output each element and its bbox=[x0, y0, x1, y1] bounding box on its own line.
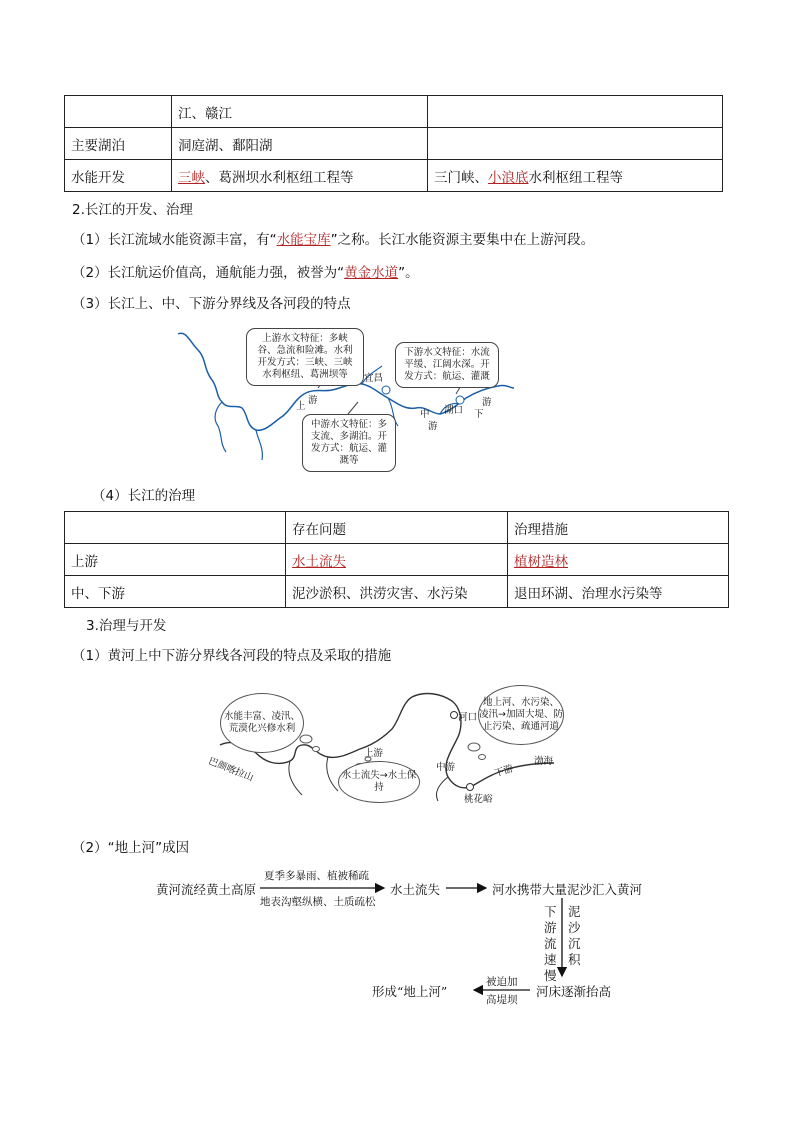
table-header bbox=[65, 512, 286, 544]
map-label-you: 游 bbox=[482, 397, 492, 408]
answer-underline: 三峡 bbox=[178, 169, 205, 186]
table-cell: 水能开发 bbox=[65, 160, 172, 192]
answer-underline: 水能宝库 bbox=[276, 232, 331, 248]
upper-reach-callout: 上游水文特征：多峡谷、急流和险滩。水利开发方式：三峡、三峡水利枢纽、葛洲坝等 bbox=[246, 328, 364, 386]
map-label-hekou: 河口 bbox=[458, 712, 478, 723]
map-label-xia: 下 bbox=[474, 409, 484, 420]
paragraph: （3）长江上、中、下游分界线及各河段的特点 bbox=[72, 296, 351, 312]
table-cell: 洞庭湖、鄱阳湖 bbox=[172, 128, 428, 160]
table-cell bbox=[428, 160, 723, 192]
paragraph bbox=[72, 231, 594, 249]
table-row bbox=[65, 160, 723, 192]
cell-text: 水利枢纽工程等 bbox=[528, 169, 623, 186]
upper-reach-cloud: 水能丰富、凌汛、荒漠化兴修水利 bbox=[220, 693, 304, 753]
answer-underline: 植树造林 bbox=[514, 553, 568, 570]
middle-reach-cloud: 水土流失→水土保持 bbox=[338, 761, 420, 803]
flow-node: 水土流失 bbox=[390, 882, 441, 897]
table-cell bbox=[428, 128, 723, 160]
water-resources-table bbox=[64, 95, 723, 192]
table-row bbox=[65, 576, 729, 608]
lower-reach-cloud: 地上河、水污染、凌汛→加固大堤、防止污染、疏通河道 bbox=[478, 685, 564, 745]
flow-label: 被迫加 bbox=[486, 976, 518, 988]
table-cell: 上游 bbox=[65, 544, 286, 576]
map-label-shang: 上 bbox=[296, 401, 306, 412]
text: （1）长江流域水能资源丰富，有“ bbox=[72, 232, 277, 248]
flow-label: 高堤坝 bbox=[486, 994, 518, 1006]
map-label-you: 游 bbox=[308, 395, 318, 406]
map-label-hukou: 湖口 bbox=[444, 405, 464, 416]
flow-node: 河床逐渐抬高 bbox=[536, 984, 612, 999]
text: ”之称。长江水能资源主要集中在上游河段。 bbox=[330, 232, 595, 248]
cell-text: 、葛洲坝水利枢纽工程等 bbox=[205, 169, 354, 186]
cloud-text: 水土流失 bbox=[341, 770, 380, 781]
map-label-zhong: 中 bbox=[420, 409, 430, 420]
table-row bbox=[65, 96, 723, 128]
text: （2）长江航运价值高，通航能力强，被誉为“ bbox=[72, 265, 345, 281]
table-header-row bbox=[65, 512, 729, 544]
map-label-bohai: 渤海 bbox=[534, 756, 554, 767]
text: ”。 bbox=[398, 265, 419, 281]
table-cell bbox=[428, 96, 723, 128]
lower-reach-callout: 下游水文特征：水流平缓、江阔水深。开发方式：航运、灌溉 bbox=[395, 342, 499, 388]
flow-label-vertical: 下游流速慢 bbox=[544, 904, 557, 983]
flowchart bbox=[150, 862, 670, 1012]
paragraph: （2）“地上河”成因 bbox=[72, 840, 190, 856]
table-cell bbox=[508, 544, 729, 576]
section-heading: 3.治理与开发 bbox=[86, 618, 167, 634]
table-cell bbox=[172, 160, 428, 192]
table-cell: 江、赣江 bbox=[172, 96, 428, 128]
cloud-text: 加固大堤、防止污染、疏通河道 bbox=[482, 709, 563, 732]
table-header: 治理措施 bbox=[508, 512, 729, 544]
yangtze-river-map bbox=[176, 322, 516, 468]
table-cell: 中、下游 bbox=[65, 576, 286, 608]
map-label-lower: 下游 bbox=[493, 763, 515, 780]
answer-underline: 水土流失 bbox=[292, 553, 346, 570]
answer-underline: 小浪底 bbox=[488, 169, 529, 186]
cloud-text: 地上河、水污染、凌汛 bbox=[479, 697, 559, 720]
map-label-mountain: 巴颜喀拉山 bbox=[206, 755, 255, 784]
yangtze-governance-table bbox=[64, 511, 729, 608]
map-label-yichang: 宜昌 bbox=[364, 373, 384, 384]
flow-node: 河水携带大量泥沙汇入黄河 bbox=[492, 882, 643, 897]
map-label-you: 游 bbox=[428, 421, 438, 432]
flow-label: 夏季多暴雨、植被稀疏 bbox=[264, 870, 369, 882]
table-cell bbox=[286, 544, 508, 576]
middle-reach-callout: 中游水文特征：多支流、多湖泊。开发方式：航运、灌溉等 bbox=[302, 414, 396, 472]
table-row bbox=[65, 128, 723, 160]
paragraph bbox=[72, 264, 419, 282]
table-cell bbox=[65, 96, 172, 128]
cell-text: 三门峡、 bbox=[434, 169, 488, 186]
paragraph: （1）黄河上中下游分界线各河段的特点及采取的措施 bbox=[72, 648, 392, 664]
answer-underline: 黄金水道 bbox=[344, 265, 399, 281]
flow-node-end: 形成“地上河” bbox=[372, 984, 448, 999]
flow-node-start: 黄河流经黄土高原 bbox=[156, 882, 257, 897]
section-heading: （4）长江的治理 bbox=[92, 488, 196, 504]
map-label-taohuayu: 桃花峪 bbox=[464, 794, 493, 805]
map-label-middle: 中游 bbox=[436, 762, 456, 773]
table-header: 存在问题 bbox=[286, 512, 508, 544]
yellow-river-map bbox=[206, 683, 572, 805]
map-label-upper: 上游 bbox=[364, 748, 384, 759]
cloud-text: 水土保持 bbox=[374, 770, 417, 793]
table-cell: 泥沙淤积、洪涝灾害、水污染 bbox=[286, 576, 508, 608]
section-heading: 2.长江的开发、治理 bbox=[72, 202, 193, 218]
table-row bbox=[65, 544, 729, 576]
table-cell: 退田环湖、治理水污染等 bbox=[508, 576, 729, 608]
flow-label: 地表沟壑纵横、土质疏松 bbox=[260, 896, 376, 908]
flow-label-vertical: 泥沙沉积 bbox=[568, 904, 581, 967]
table-cell: 主要湖泊 bbox=[65, 128, 172, 160]
